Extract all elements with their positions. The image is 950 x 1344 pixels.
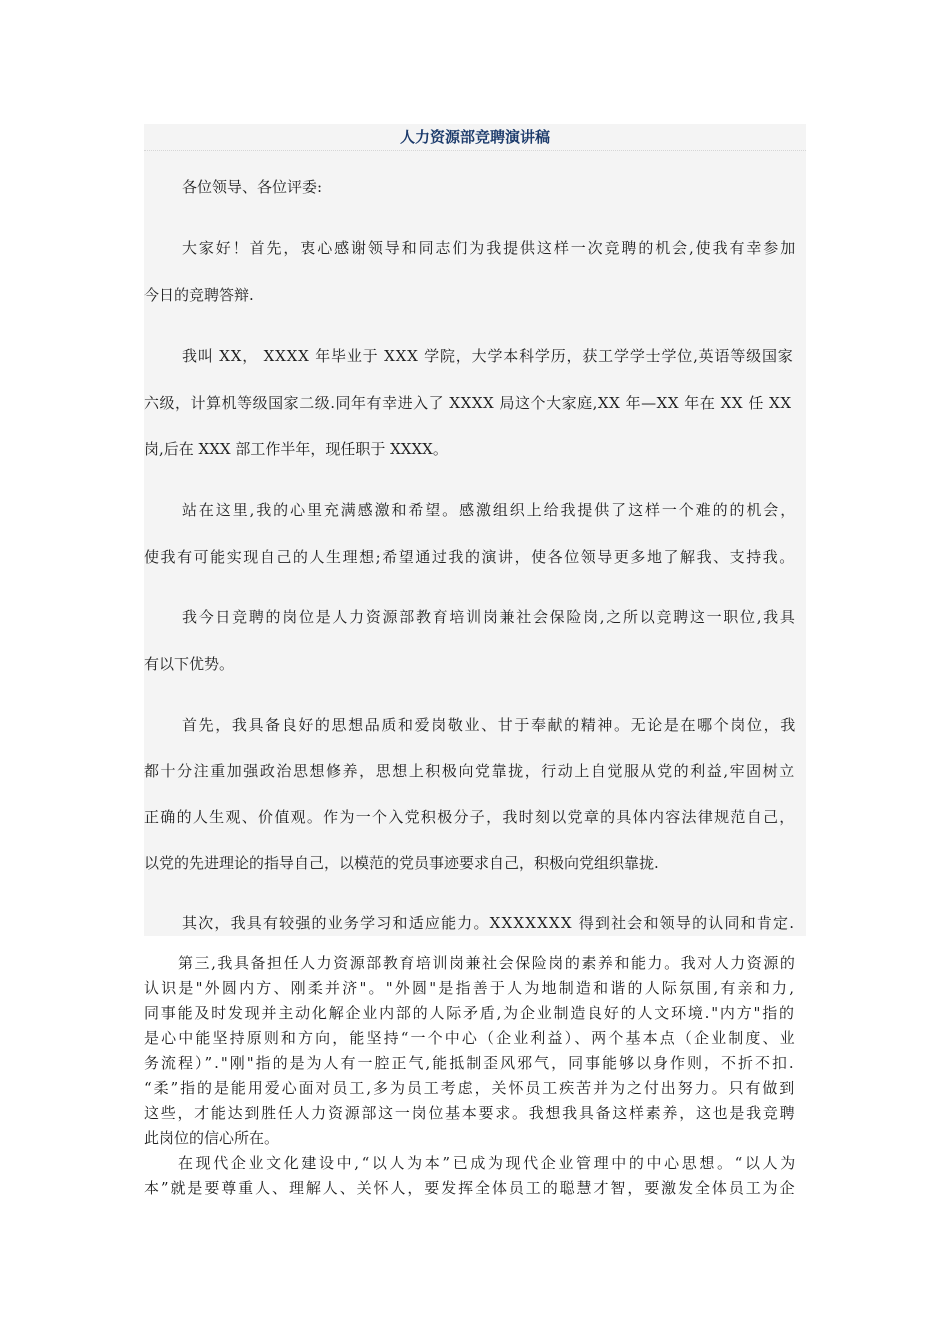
paragraph-line: 在现代企业文化建设中,“以人为本”已成为现代企业管理中的中心思想。“以人为 <box>178 1154 798 1172</box>
paragraph-line: 站在这里,我的心里充满感激和希望。感激组织上给我提供了这样一个难的的机会， <box>182 501 798 519</box>
paragraph-line: 岗,后在 XXX 部工作半年，现任职于 XXXX。 <box>144 440 448 458</box>
paragraph-line: 正确的人生观、价值观。作为一个入党积极分子，我时刻以党章的具体内容法律规范自己， <box>144 808 796 826</box>
paragraph-line: 六级，计算机等级国家二级.同年有幸进入了 XXXX 局这个大家庭,XX 年—XX 年在 XX 任 XX <box>144 394 792 412</box>
paragraph-line: 这些，才能达到胜任人力资源部这一岗位基本要求。我想我具备这样素养，这也是我竞聘 <box>144 1104 797 1122</box>
paragraph-line: 本”就是要尊重人、理解人、关怀人，要发挥全体员工的聪慧才智，要激发全体员工为企 <box>144 1179 797 1197</box>
paragraph-line: 大家好！首先，衷心感谢领导和同志们为我提供这样一次竞聘的机会,使我有幸参加 <box>182 239 798 257</box>
salutation-line: 各位领导、各位评委: <box>182 178 323 196</box>
paragraph-line: 第三,我具备担任人力资源部教育培训岗兼社会保险岗的素养和能力。我对人力资源的 <box>178 954 797 972</box>
paragraph-line: 以党的先进理论的指导自己，以模范的党员事迹要求自己，积极向党组织靠拢. <box>144 854 659 872</box>
document-title: 人力资源部竞聘演讲稿 <box>144 124 806 151</box>
paragraph-line: 其次，我具有较强的业务学习和适应能力。XXXXXXX 得到社会和领导的认同和肯定. <box>182 914 796 932</box>
paragraph-line: 今日的竞聘答辩. <box>144 286 254 304</box>
paragraph-line: 是心中能坚持原则和方向，能坚持“一个中心（企业利益）、两个基本点（企业制度、业 <box>144 1029 797 1047</box>
paragraph-line: 有以下优势。 <box>144 655 235 673</box>
paragraph-line: 此岗位的信心所在。 <box>144 1129 280 1147</box>
paragraph-line: 同事能及时发现并主动化解企业内部的人际矛盾,为企业制造良好的人文环境."内方"指的 <box>144 1004 796 1022</box>
paragraph-line: 认识是"外圆内方、刚柔并济"。"外圆"是指善于人为地制造和谐的人际氛围,有亲和力, <box>144 979 797 997</box>
paragraph-line: “柔”指的是能用爱心面对员工,多为员工考虑，关怀员工疾苦并为之付出努力。只有做到 <box>144 1079 797 1097</box>
paragraph-line: 使我有可能实现自己的人生理想;希望通过我的演讲，使各位领导更多地了解我、支持我。 <box>144 548 796 566</box>
paragraph-line: 我今日竞聘的岗位是人力资源部教育培训岗兼社会保险岗,之所以竞聘这一职位,我具 <box>182 608 797 626</box>
paragraph-line: 首先，我具备良好的思想品质和爱岗敬业、甘于奉献的精神。无论是在哪个岗位，我 <box>182 716 797 734</box>
paragraph-line: 务流程）”."刚"指的是为人有一腔正气,能抵制歪风邪气，同事能够以身作则，不折不扣. <box>144 1054 796 1072</box>
paragraph-line: 我叫 XX， XXXX 年毕业于 XXX 学院，大学本科学历，获工学学士学位,英语等级国家 <box>182 347 794 365</box>
paragraph-line: 都十分注重加强政治思想修养，思想上积极向党靠拢，行动上自觉服从党的利益,牢固树立 <box>144 762 796 780</box>
